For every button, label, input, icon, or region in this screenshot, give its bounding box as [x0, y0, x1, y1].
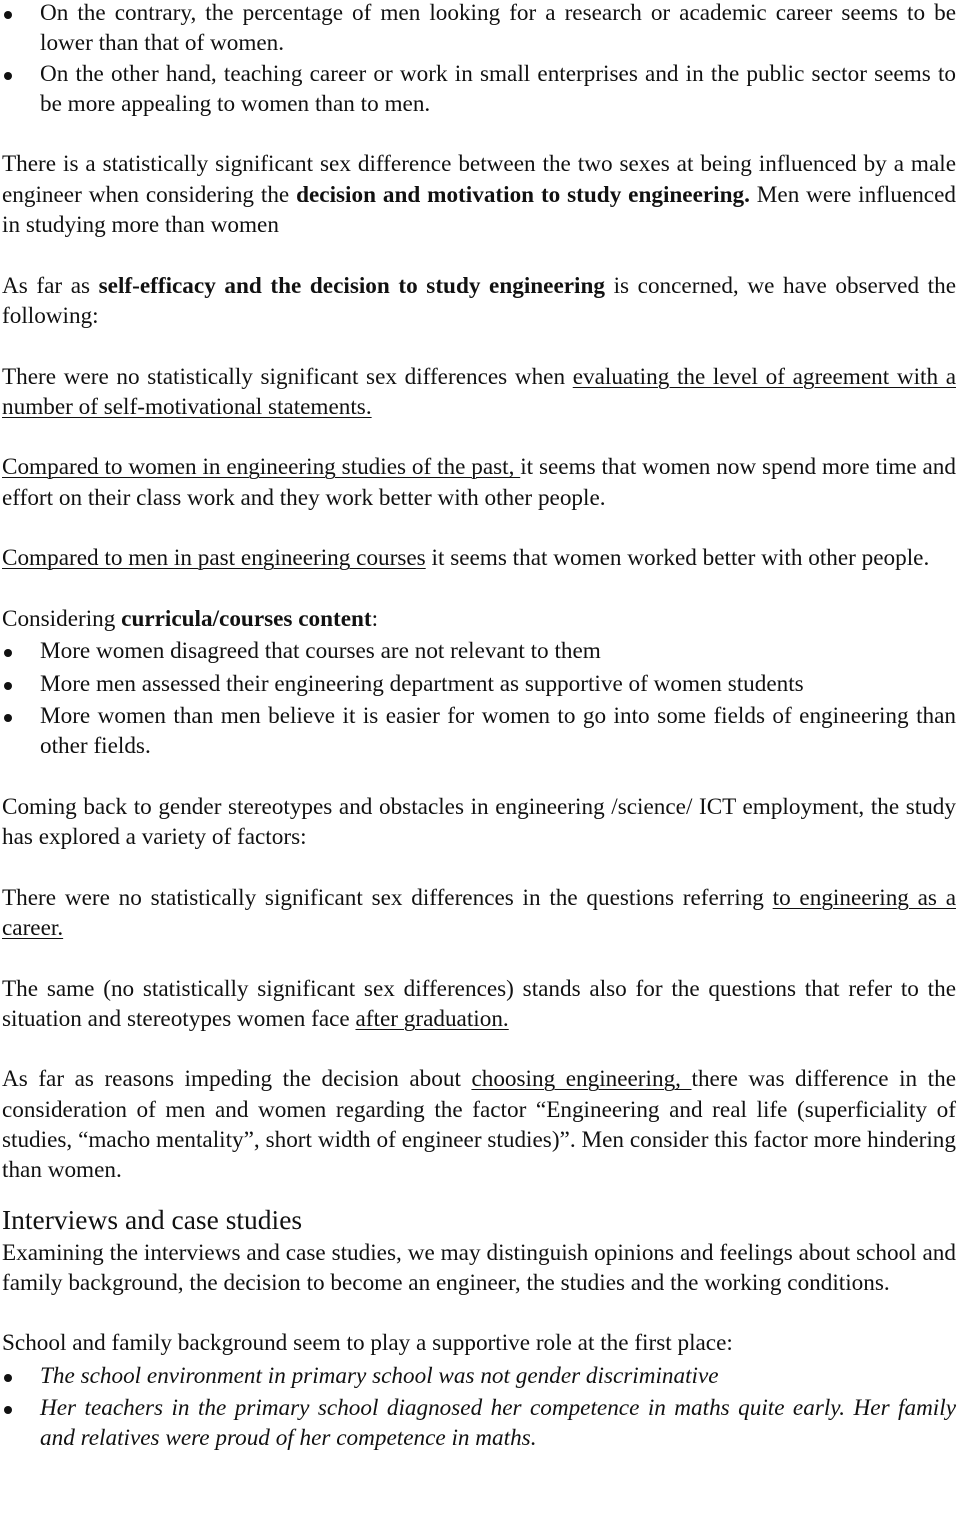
paragraph-school: School and family background seem to play a supportive role at the first place:	[2, 1330, 733, 1357]
paragraph-stereotypes: Coming back to gender stereotypes and obstacles in engineering /science/ ICT employment, the study has explored a variety of factors:	[2, 793, 956, 851]
school-bullet-list	[2, 1361, 956, 1454]
paragraph-career: There were no statistically significant sex differences in the questions referring to engineering as a career.	[2, 884, 957, 941]
paragraph-compared-men: Compared to men in past engineering courses it seems that women worked better with other people.	[2, 545, 930, 572]
paragraph-graduation: The same (no statistically significant sex differences) stands also for the questions that refer to the situation and stereotypes women face after graduation.	[2, 975, 956, 1032]
paragraph-reasons: As far as reasons impeding the decision about choosing engineering, there was difference in the consideration of men and women regarding the factor “Engineering and real life (superficiality of studies, “macho mentality”, short width of engineer studies)”. Men consider this factor more hindering than women.	[2, 1066, 957, 1184]
list-item: More women disagreed that courses are not relevant to them	[2, 636, 956, 666]
paragraph-compared-women: Compared to women in engineering studies of the past, it seems that women now spend more time and effort on their class work and they work better with other people.	[2, 454, 956, 511]
bullet-icon	[4, 649, 12, 657]
paragraph-curricula: Considering curricula/courses content:	[2, 605, 379, 632]
bullet-icon	[4, 1374, 12, 1382]
bullet-icon	[4, 1406, 12, 1414]
list-item: On the other hand, teaching career or work in small enterprises and in the public sector seems to be more appealing to women than to men.	[2, 59, 956, 120]
paragraph-interviews: Examining the interviews and case studies, we may distinguish opinions and feelings about school and family background, the decision to become an engineer, the studies and the working conditions.	[2, 1239, 956, 1296]
intro-bullet-list	[2, 0, 956, 119]
list-item: More men assessed their engineering department as supportive of women students	[2, 669, 956, 699]
list-item: More women than men believe it is easier for women to go into some fields of engineering than other fields.	[2, 701, 956, 762]
list-item: Her teachers in the primary school diagnosed her competence in maths quite early. Her family and relatives were proud of her competence in maths.	[2, 1393, 956, 1454]
paragraph-self-efficacy: As far as self-efficacy and the decision to study engineering is concerned, we have observed the following:	[2, 272, 956, 329]
curricula-bullet-list	[2, 636, 956, 761]
section-heading: Interviews and case studies	[2, 1203, 303, 1235]
bullet-icon	[4, 714, 12, 722]
list-item: The school environment in primary school was not gender discriminative	[2, 1361, 956, 1391]
paragraph-no-differences: There were no statistically significant sex differences when evaluating the level of agreement with a number of self-motivational statements.	[2, 363, 956, 420]
list-item: On the contrary, the percentage of men looking for a research or academic career seems to be lower than that of women.	[2, 0, 956, 59]
bullet-icon	[4, 72, 12, 80]
bullet-icon	[4, 11, 12, 19]
bullet-icon	[4, 682, 12, 690]
paragraph-influence: There is a statistically significant sex difference between the two sexes at being influenced by a male engineer when considering the decision and motivation to study engineering. Men were influenced in studying more than women	[2, 151, 956, 239]
